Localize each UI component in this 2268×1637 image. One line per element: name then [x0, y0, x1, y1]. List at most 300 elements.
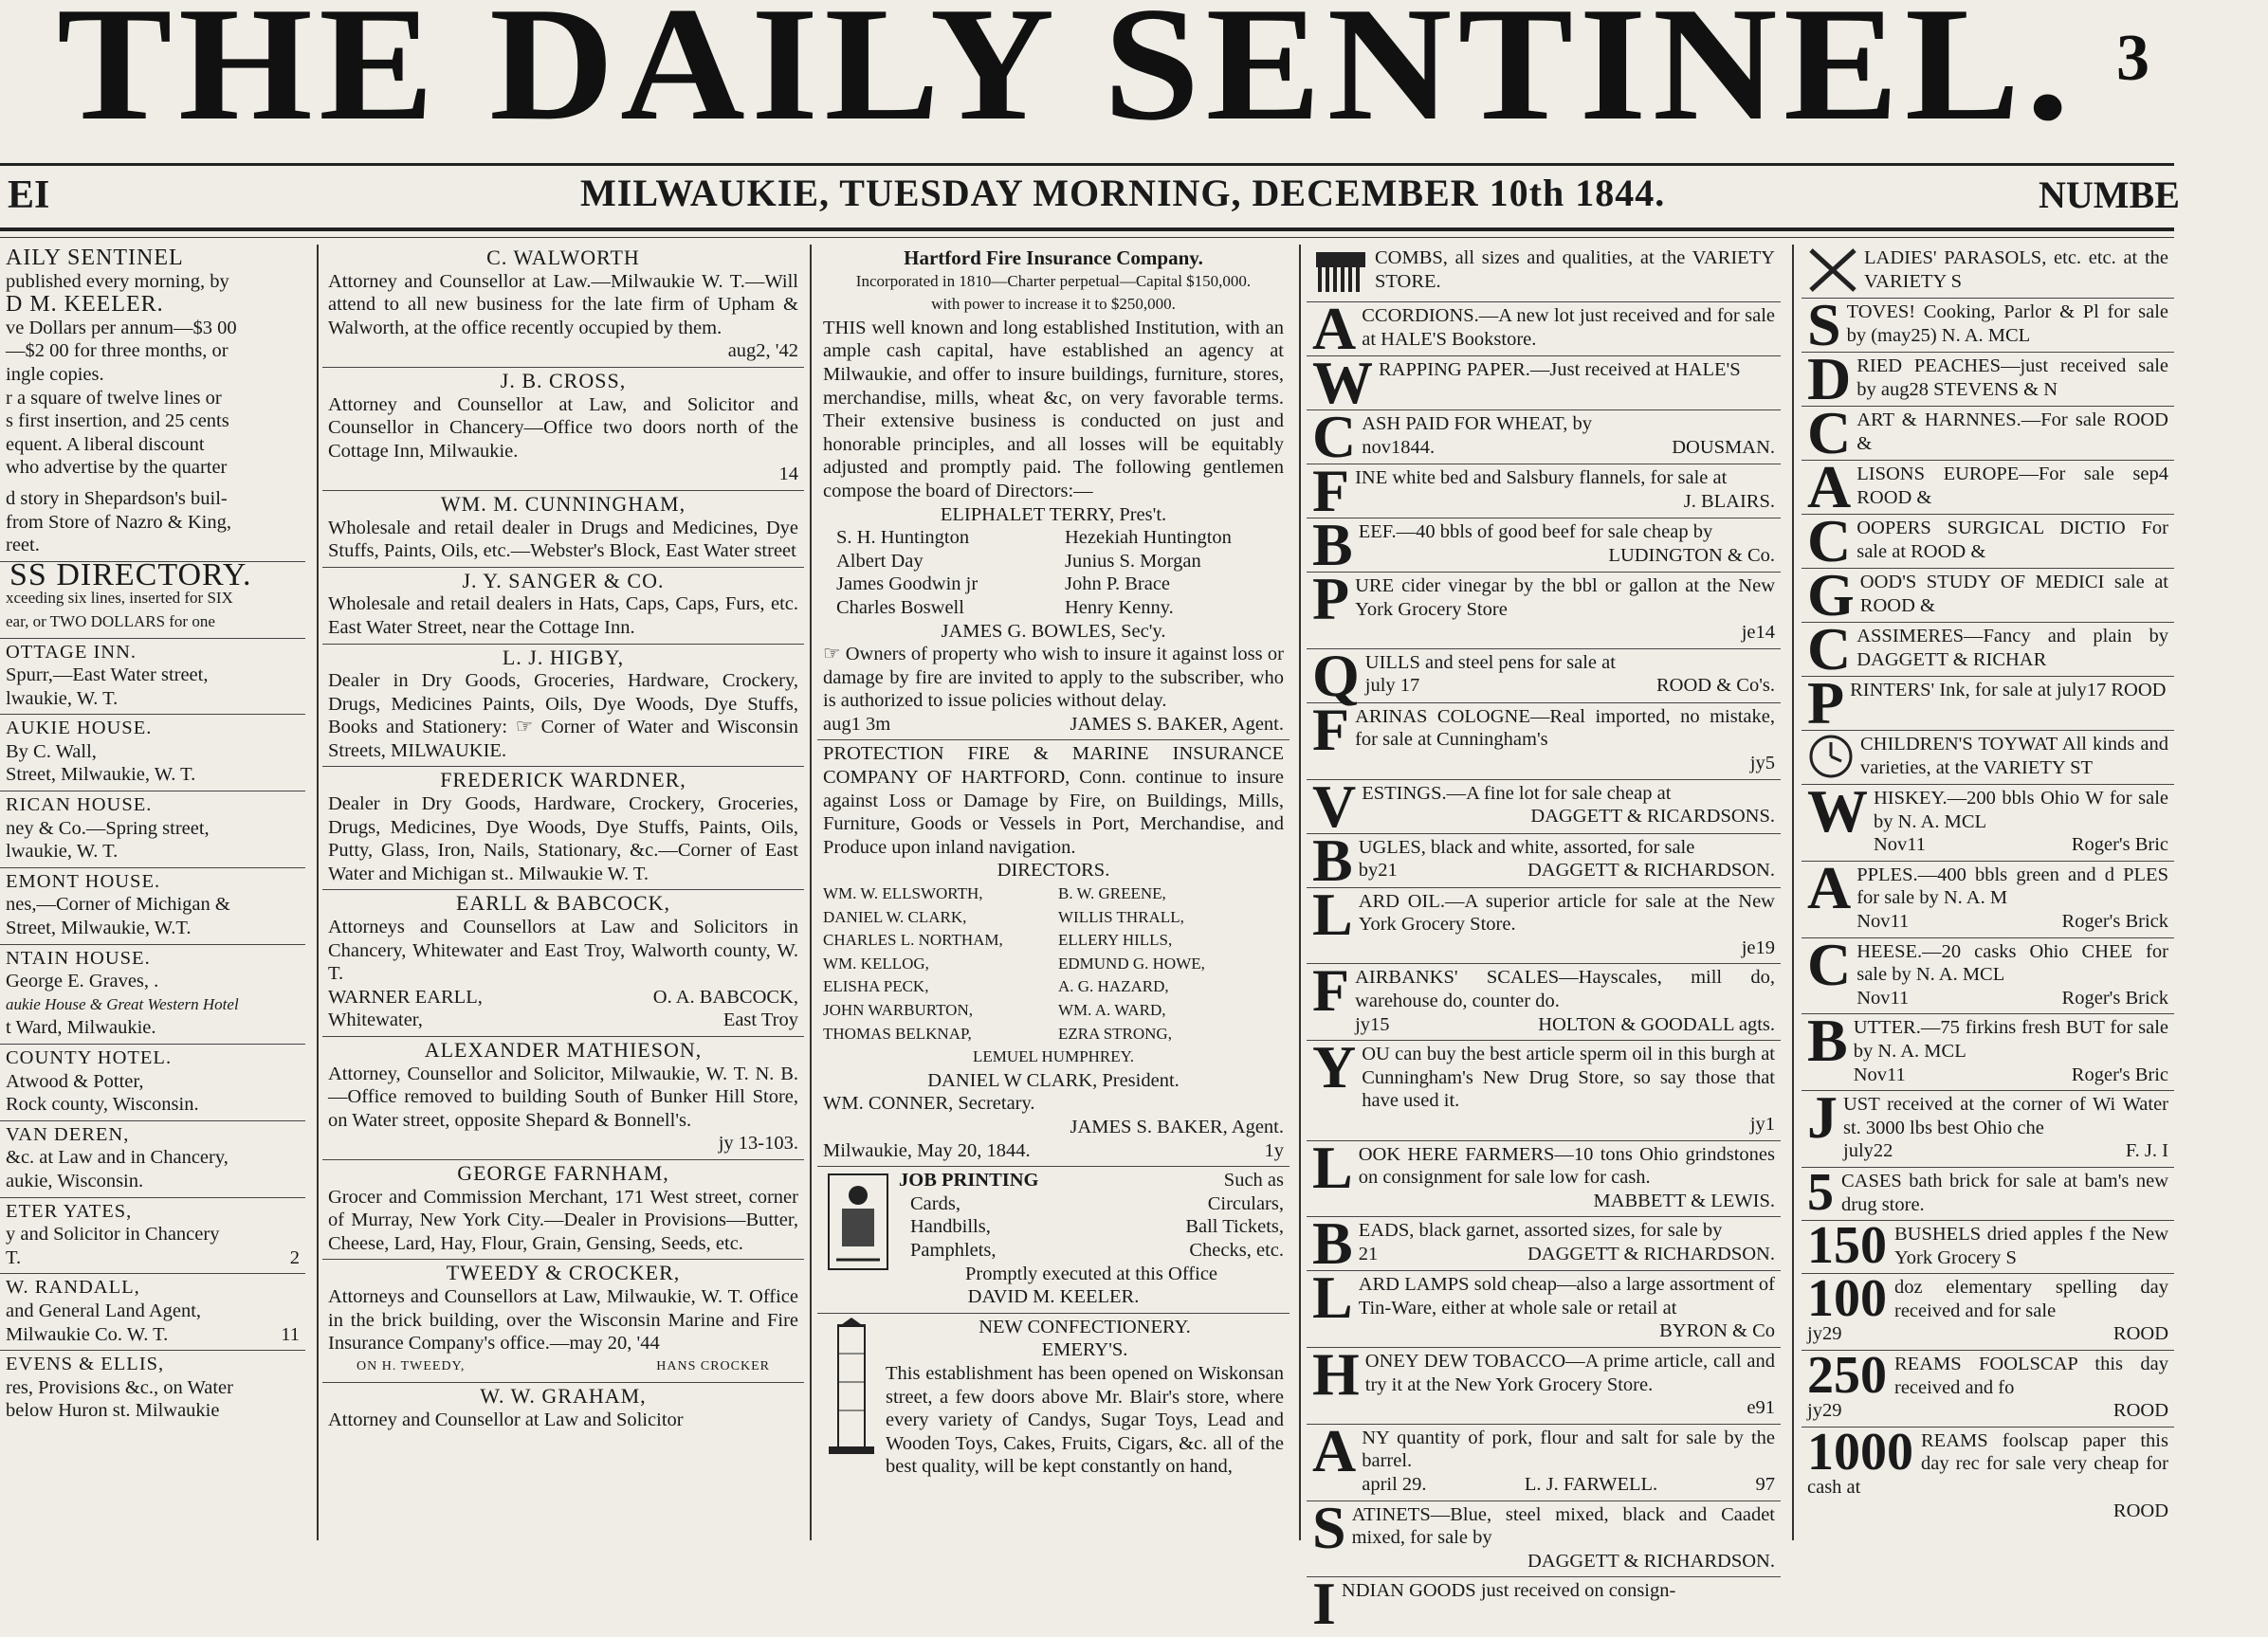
drop-cap: A [1312, 295, 1357, 362]
ad-date: 97 [1755, 1474, 1775, 1496]
drop-cap: F [1312, 457, 1350, 524]
entry-line: Spurr,—East Water street, [6, 664, 209, 686]
entry-line: nes,—Corner of Michigan & [6, 894, 230, 916]
advertisement [1802, 853, 2174, 938]
advertisement [1307, 1340, 1781, 1425]
drop-cap: C [1312, 403, 1357, 470]
ad-body: BUSHELS dried apples f the New York Grocery S [1894, 1224, 2168, 1268]
ad-body: PPLES.—400 bbls green and d PLES for sale by N. A. M [1856, 864, 2168, 909]
ad-body: ART & HARNNES.—For sale ROOD & [1856, 409, 2168, 454]
ad-heading: GEORGE FARNHAM, [457, 1160, 669, 1185]
advertisement [322, 1383, 804, 1435]
ad-heading: C. WALWORTH [486, 246, 640, 269]
ad-heading: J. Y. SANGER & CO. [462, 568, 665, 592]
advertisement [1307, 1416, 1781, 1501]
advertisement [1802, 1346, 2174, 1428]
ad-line: Ball Tickets, [1185, 1216, 1284, 1238]
ad-body: CCORDIONS.—A new lot just received and for sale at HALE'S Bookstore. [1362, 305, 1775, 350]
director-name: WILLIS THRALL, [1058, 907, 1184, 926]
ad-body: OU can buy the best article sperm oil in this burgh at Cunningham's New Drug Store, so say those that have used it. [1362, 1044, 1775, 1112]
advertisement [1307, 956, 1781, 1041]
ad-body: URE cider vinegar by the bbl or gallon at the New York Grocery Store [1355, 575, 1775, 620]
ad-heading: TWEEDY & CROCKER, [446, 1261, 681, 1285]
column-rule [810, 245, 812, 1540]
advertisement [322, 645, 804, 768]
ad-body: doz elementary spelling day received and for sale [1894, 1277, 2168, 1321]
advertisement [1307, 695, 1781, 780]
director-name: Hezekiah Huntington [1065, 527, 1232, 549]
drop-cap: Q [1312, 641, 1360, 709]
ad-date: 14 [778, 464, 798, 485]
ad-heading: EARLL & BABCOCK, [455, 891, 671, 916]
ad-body: Dealer in Dry Goods, Hardware, Crockery, Groceries, Drugs, Medicines, Dye Woods, Dye Stuffs, Paints, Oils, Putty, Glass, Iron, Nails, Stationary, &c.—Corner of East Water and Michigan st.. Milwaukie W. T. [328, 793, 798, 884]
drop-cap: B [1312, 1210, 1353, 1278]
quantity-numeral: 1000 [1807, 1422, 1913, 1482]
drop-cap: G [1807, 561, 1855, 628]
ad-body: Grocer and Commission Merchant, 171 West street, corner of Murray, New York City.—Dealer in Provisions—Butter, Cheese, Lard, Hay, Flour, Grain, Gensing, Seeds, etc. [328, 1186, 798, 1254]
drop-cap: L [1312, 1264, 1353, 1332]
advertisement [1802, 507, 2174, 574]
quantity-numeral: 5 [1807, 1162, 1834, 1222]
drop-cap: C [1807, 615, 1852, 682]
ad-body: LADIES' PARASOLS, etc. etc. at the VARIETY S [1864, 247, 2168, 292]
entry-name: EMONT HOUSE. [6, 870, 161, 892]
president-name: DANIEL W CLARK, President. [927, 1069, 1180, 1091]
ad-heading: NEW CONFECTIONERY. [979, 1316, 1191, 1337]
dateline-date: MILWAUKIE, TUESDAY MORNING, DECEMBER 10th 1844. [580, 172, 1666, 214]
advertisement [1802, 561, 2174, 628]
ad-body: OOD'S STUDY OF MEDICI sale at ROOD & [1859, 572, 2168, 616]
director-name: ELLERY HILLS, [1058, 931, 1173, 950]
ad-body: Dealer in Dry Goods, Groceries, Hardware, Crockery, Drugs, Medicines Paints, Oils, Dye Woods, Dye Stuffs, Books and Stationery: ☞ Corner of Water and Wisconsin Streets, MILWAUKIE. [328, 670, 798, 761]
drop-cap: V [1312, 772, 1357, 840]
entry-line: Milwaukie Co. W. T. [6, 1323, 169, 1345]
entry-line: res, Provisions &c., on Water [6, 1376, 233, 1398]
ad-signature: Roger's Brick [2061, 987, 2168, 1009]
dateline-rule-thin [0, 237, 2174, 238]
ad-body: COMBS, all sizes and qualities, at the VARIETY STORE. [1375, 247, 1775, 292]
drop-cap: A [1807, 453, 1852, 520]
ad-date: aug2, '42 [727, 340, 798, 362]
directory-line: xceeding six lines, inserted for SIX [6, 589, 233, 608]
ad-date: nov1844. [1362, 436, 1436, 458]
ad-body: ARINAS COLOGNE—Real imported, no mistake, for sale at Cunningham's [1355, 705, 1775, 751]
secretary-name: WM. CONNER, Secretary. [823, 1093, 1035, 1115]
advertisement [1802, 453, 2174, 520]
advertisement [1307, 641, 1781, 709]
ad-body: Attorney and Counsellor at Law.—Milwaukie W. T.—Will attend to all new business for the late firm of Upham & Walworth, at the office recently occupied by them. [328, 270, 798, 338]
notice-line: who advertise by the quarter [6, 457, 228, 479]
advertisement [1802, 1083, 2174, 1168]
partner-name: HANS CROCKER [656, 1358, 770, 1373]
ad-body: REAMS foolscap paper this day rec for sale very cheap for cash at [1807, 1429, 2168, 1499]
ad-date: 21 [1358, 1243, 1379, 1264]
directory-entry [0, 945, 305, 1045]
advertisement [1802, 291, 2174, 358]
ad-body: ASH PAID FOR WHEAT, by [1362, 413, 1593, 434]
ad-body: EEF.—40 bbls of good beef for sale cheap by [1358, 521, 1713, 542]
notice-line: s first insertion, and 25 cents [6, 410, 229, 432]
partner-town: Whitewater, [328, 1009, 423, 1031]
ad-line: Such as [1223, 1170, 1284, 1191]
ad-date: july 17 [1364, 675, 1420, 697]
entry-line: t Ward, Milwaukie. [6, 1017, 156, 1039]
directory-entry [0, 1121, 305, 1198]
entry-number: 2 [289, 1246, 300, 1268]
ad-body: CASES bath brick for sale at bam's new drug store. [1841, 1170, 2168, 1215]
quantity-numeral: 250 [1807, 1346, 1887, 1406]
partner-name: ON H. TWEEDY, [357, 1358, 466, 1373]
ad-body: REAMS FOOLSCAP this day received and fo [1894, 1354, 2168, 1398]
advertisement [1307, 772, 1781, 840]
ad-signature: Roger's Bric [2071, 1064, 2168, 1085]
ad-signature: ROOD [2113, 1500, 2168, 1521]
entry-name: AUKIE HOUSE. [6, 718, 153, 739]
ad-body: UGLES, black and white, assorted, for sale [1358, 836, 1695, 858]
ad-body: RINTERS' Ink, for sale at july17 ROOD [1850, 680, 2167, 700]
drop-cap: L [1312, 880, 1353, 948]
director-name: EDMUND G. HOWE, [1058, 954, 1205, 973]
drop-cap: W [1312, 349, 1373, 416]
ad-date: july22 [1843, 1140, 1893, 1162]
advertisement [322, 1160, 804, 1260]
director-name: WM. W. ELLSWORTH, [823, 884, 983, 903]
notice-line: —$2 00 for three months, or [6, 340, 229, 362]
newspaper-title: THE DAILY SENTINEL. [57, 0, 2076, 155]
advertisement [1802, 930, 2174, 1015]
quantity-numeral: 150 [1807, 1216, 1887, 1276]
entry-name: ETER YATES, [6, 1200, 133, 1222]
drop-cap: S [1807, 291, 1841, 358]
drop-cap: W [1807, 777, 1868, 845]
directory-entry [0, 1274, 305, 1351]
ad-signature: DAGGETT & RICARDSONS. [1530, 806, 1775, 828]
ad-signature: DAGGETT & RICHARDSON. [1527, 1550, 1775, 1572]
advertisement [322, 890, 804, 1037]
notice-line: equent. A liberal discount [6, 433, 205, 455]
director-name: EZRA STRONG, [1058, 1024, 1172, 1043]
entry-line: Street, Milwaukie, W.T. [6, 918, 192, 939]
ad-signature: HOLTON & GOODALL agts. [1538, 1013, 1775, 1035]
advertisement [1307, 1493, 1781, 1578]
drop-cap: C [1807, 507, 1852, 574]
president-name: ELIPHALET TERRY, Pres't. [940, 503, 1167, 525]
advertisement [322, 1260, 804, 1383]
drop-cap: P [1312, 565, 1350, 632]
entry-line: aukie, Wisconsin. [6, 1170, 144, 1191]
ad-date: jy29 [1807, 1323, 1842, 1345]
entry-line: &c. at Law and in Chancery, [6, 1147, 229, 1169]
ad-body: Attorney and Counsellor at Law and Solicitor [328, 1409, 684, 1430]
column-rule [1299, 245, 1301, 1540]
column-5 [1802, 245, 2174, 1540]
notice-line: r a square of twelve lines or [6, 387, 222, 409]
ad-body: INE white bed and Salsbury flannels, for sale at [1355, 467, 1728, 488]
ad-line: Circulars, [1207, 1192, 1284, 1214]
ad-line: Promptly executed at this Office [964, 1263, 1218, 1284]
director-name: THOMAS BELKNAP, [823, 1024, 972, 1043]
ad-signature: F. J. I [2125, 1140, 2168, 1162]
directors-heading: DIRECTORS. [997, 860, 1110, 882]
ad-body: ESTINGS.—A fine lot for sale cheap at [1362, 782, 1672, 804]
director-name: B. W. GREENE, [1058, 884, 1166, 903]
directory-line: ear, or TWO DOLLARS for one [6, 611, 215, 630]
ad-body: ARD LAMPS sold cheap—also a large assortment of Tin-Ware, either at whole sale or retail at [1358, 1274, 1775, 1319]
entry-line: ney & Co.—Spring street, [6, 817, 210, 839]
ad-subheading: EMERY'S. [1041, 1339, 1128, 1361]
ad-body: RAPPING PAPER.—Just received at HALE'S [1379, 359, 1741, 380]
ad-body: CHILDREN'S TOYWAT All kinds and varieties, at the VARIETY ST [1860, 734, 2168, 778]
dateline-left: EI [8, 173, 50, 217]
job-printing-ad [817, 1167, 1289, 1314]
ad-body: ASSIMERES—Fancy and plain by DAGGETT & RICHAR [1856, 626, 2168, 670]
advertisement [322, 491, 804, 568]
advertisement [1307, 1264, 1781, 1348]
directory-entry [0, 639, 305, 716]
advertisement [1802, 1007, 2174, 1091]
ad-date: Milwaukie, May 20, 1844. [823, 1139, 1031, 1161]
masthead-number-fragment: 3 [2116, 22, 2149, 95]
advertisement [1307, 349, 1781, 416]
ad-body: Wholesale and retail dealers in Hats, Caps, Caps, Furs, etc. East Water Street, near the Cottage Inn. [328, 593, 798, 638]
advertisement [1307, 880, 1781, 965]
ad-body: TOVES! Cooking, Parlor & Pl for sale by (may25) N. A. MCL [1846, 301, 2168, 346]
ad-body: ☞ Owners of property who wish to insure it against loss or damage by fire are invited to apply to the subscriber, who is authorized to issue policies without delay. [823, 644, 1284, 712]
ad-heading: FREDERICK WARDNER, [440, 768, 686, 792]
notice-line: d story in Shepardson's buil- [6, 487, 228, 509]
drop-cap: C [1807, 930, 1852, 998]
ad-subheading: Incorporated in 1810—Charter perpetual—Capital $150,000. [855, 271, 1252, 290]
ad-signature: BYRON & Co [1659, 1320, 1775, 1342]
insurance-ad [817, 245, 1289, 740]
partner-name: WARNER EARLL, [328, 986, 483, 1008]
director-name: WM. A. WARD, [1058, 1001, 1166, 1019]
ad-body: LISONS EUROPE—For sale sep4 ROOD & [1856, 464, 2168, 508]
advertisement [1307, 1133, 1781, 1218]
advertisement [1307, 1033, 1781, 1140]
drop-cap: C [1807, 399, 1852, 466]
partner-town: East Troy [722, 1009, 798, 1031]
entry-line: Atwood & Potter, [6, 1070, 144, 1092]
director-name: Henry Kenny. [1065, 596, 1174, 618]
drop-cap: S [1312, 1493, 1346, 1561]
director-name: ELISHA PECK, [823, 977, 929, 996]
advertisement [1802, 1422, 2174, 1526]
ad-signature: MABBETT & LEWIS. [1593, 1190, 1775, 1211]
ad-signature: J. BLAIRS. [1683, 490, 1775, 512]
ad-date: 1y [1264, 1139, 1284, 1161]
comb-icon [1312, 246, 1369, 298]
drop-cap: P [1807, 669, 1845, 737]
advertisement [1307, 511, 1781, 578]
ad-signature: ROOD [2113, 1400, 2168, 1422]
notice-heading: AILY SENTINEL [6, 246, 184, 270]
ad-body: OOPERS SURGICAL DICTIO For sale at ROOD & [1856, 518, 2168, 562]
masthead-rule [0, 163, 2174, 166]
advertisement [1307, 565, 1781, 649]
dateline-rule [0, 227, 2174, 231]
ad-body: Attorney and Counsellor at Law, and Solicitor and Counsellor in Chancery—Office two doors north of the Cottage Inn, Milwaukie. [328, 393, 798, 462]
ad-body: RIED PEACHES—just received sale by aug28 STEVENS & N [1856, 355, 2168, 400]
ad-body: HEESE.—20 casks Ohio CHEE for sale by N. A. MCL [1856, 940, 2168, 986]
parasol-icon [1807, 246, 1858, 294]
entry-line: lwaukie, W. T. [6, 687, 119, 709]
ad-heading: L. J. HIGBY, [502, 645, 625, 669]
drop-cap: F [1312, 956, 1350, 1025]
advertisement [322, 1037, 804, 1160]
dateline [0, 171, 2180, 226]
directory-entry [0, 1351, 305, 1427]
partner-name: O. A. BABCOCK, [652, 986, 798, 1008]
advertisement [1307, 403, 1781, 470]
ad-body: HISKEY.—200 bbls Ohio W for sale by N. A. MCL [1874, 788, 2168, 832]
ad-body: THIS well known and long established Institution, with an ample cash capital, have established an agency at Milwaukie, and offer to insure buildings, furniture, stores, merchandise, mills, wheat &c, on very favorable terms. Their extensive business is conducted on just and honorable principles, and all losses will be equitably adjusted and promptly paid. The following gentlemen compose the board of Directors:— [823, 317, 1284, 501]
ad-date: jy1 [1749, 1113, 1775, 1135]
advertisement [322, 368, 804, 491]
ad-line: Cards, [910, 1192, 960, 1214]
ad-subheading: with power to increase it to $250,000. [931, 295, 1176, 314]
ad-body: This establishment has been opened on Wiskonsan street, a few doors above Mr. Blair's store, where every variety of Candys, Sugar Toys, Lead and Wooden Toys, Cakes, Fruits, Cigars, &c. all of the best quality, will be kept constantly on hand, [886, 1362, 1284, 1478]
ad-body: UILLS and steel pens for sale at [1364, 651, 1616, 673]
advertisement [1802, 777, 2174, 862]
advertisement [1802, 1269, 2174, 1351]
ad-line: Pamphlets, [910, 1239, 997, 1261]
ad-line: Checks, etc. [1189, 1239, 1284, 1261]
entry-name: COUNTY HOTEL. [6, 1047, 173, 1068]
directory-entry [0, 1045, 305, 1121]
dateline-number: NUMBE [2039, 173, 2180, 216]
entry-line: Street, Milwaukie, W. T. [6, 764, 196, 786]
director-name: A. G. HAZARD, [1058, 977, 1169, 996]
director-name: S. H. Huntington [836, 527, 970, 549]
advertisement [1802, 669, 2174, 737]
advertisement [1307, 1570, 1781, 1637]
ad-date: Nov11 [1853, 1064, 1906, 1085]
column-3 [817, 245, 1289, 1540]
clock-icon [1807, 733, 1855, 780]
director-name: Albert Day [836, 550, 924, 572]
advertisement [322, 245, 804, 368]
advertisement [322, 568, 804, 645]
advertisement [1802, 399, 2174, 466]
drop-cap: B [1312, 511, 1353, 578]
advertisement [1802, 615, 2174, 682]
column-4 [1307, 245, 1781, 1637]
ad-body: Wholesale and retail dealer in Drugs and Medicines, Dye Stuffs, Paints, Oils, etc.—Webster's Block, East Water street [328, 517, 798, 562]
ad-signature: DAGGETT & RICHARDSON. [1527, 1243, 1775, 1264]
masthead [0, 0, 2174, 166]
ad-signature: DAGGETT & RICHARDSON. [1527, 860, 1775, 882]
drop-cap: Y [1312, 1033, 1357, 1101]
entry-line: aukie House & Great Western Hotel [6, 994, 239, 1013]
confectionery-tower-icon [823, 1316, 880, 1458]
ad-body: Attorney, Counsellor and Solicitor, Milwaukie, W. T. N. B.—Office removed to building South of Bunker Hill Store, on Water street, opposite Shepard & Bonnell's. [328, 1063, 798, 1131]
notice-line: from Store of Nazro & King, [6, 511, 231, 533]
entry-name: NTAIN HOUSE. [6, 947, 151, 969]
printing-press-icon [823, 1169, 893, 1275]
ad-body: AIRBANKS' SCALES—Hayscales, mill do, warehouse do, counter do. [1355, 967, 1775, 1011]
ad-date: aug1 3m [823, 713, 891, 735]
ad-signature: Roger's Brick [2061, 910, 2168, 932]
ad-heading: Hartford Fire Insurance Company. [904, 246, 1203, 269]
advertisement [1307, 1210, 1781, 1278]
entry-number: 11 [281, 1323, 300, 1345]
ad-line: Handbills, [910, 1216, 991, 1238]
director-name: CHARLES L. NORTHAM, [823, 931, 1003, 950]
ad-body: Attorneys and Counsellors at Law and Solicitors in Chancery, Whitewater and East Troy, Walworth county, W. T. [328, 917, 798, 985]
column-rule [317, 245, 319, 1540]
director-name: James Goodwin jr [836, 573, 979, 595]
quantity-numeral: 100 [1807, 1269, 1887, 1329]
advertisement [1802, 345, 2174, 412]
ad-signature: DOUSMAN. [1672, 436, 1775, 458]
advertisement [1307, 295, 1781, 362]
ad-heading: WM. M. CUNNINGHAM, [440, 491, 686, 516]
entry-line: below Huron st. Milwaukie [6, 1400, 220, 1422]
ad-heading: J. B. CROSS, [500, 368, 627, 392]
ad-signature: Roger's Bric [2071, 834, 2168, 856]
ad-date: je19 [1741, 937, 1775, 958]
director-name: Junius S. Morgan [1065, 550, 1201, 572]
notice-line: reet. [6, 535, 40, 556]
column-rule [1792, 245, 1794, 1540]
agent-name: JAMES S. BAKER, Agent. [1070, 1116, 1284, 1137]
entry-name: OTTAGE INN. [6, 641, 137, 663]
ad-date: Nov11 [1874, 834, 1927, 856]
advertisement [1307, 245, 1781, 302]
entry-line: By C. Wall, [6, 740, 97, 762]
ad-date: e91 [1747, 1397, 1775, 1419]
advertisement [1802, 245, 2174, 299]
directory-entry [0, 791, 305, 868]
ad-date: april 29. [1362, 1474, 1427, 1496]
notice-line: ve Dollars per annum—$3 00 [6, 317, 237, 338]
ad-signature: ROOD & Co's. [1655, 675, 1775, 697]
ad-date: jy15 [1355, 1013, 1390, 1035]
drop-cap: J [1807, 1083, 1838, 1152]
agent-name: JAMES S. BAKER, Agent. [1070, 713, 1284, 735]
ad-body: EADS, black garnet, assorted sizes, for sale by [1358, 1220, 1723, 1242]
secretary-name: JAMES G. BOWLES, Sec'y. [941, 620, 1166, 642]
drop-cap: A [1312, 1416, 1357, 1484]
drop-cap: D [1807, 345, 1852, 412]
entry-line: and General Land Agent, [6, 1300, 202, 1321]
directory-entry [0, 1198, 305, 1275]
entry-line: lwaukie, W. T. [6, 841, 119, 863]
drop-cap: B [1807, 1007, 1848, 1075]
ad-body: Attorneys and Counsellors at Law, Milwaukie, W. T. Office in the brick building, over the Wisconsin Marine and Fire Insurance Company's office.—may 20, '44 [328, 1285, 798, 1355]
advertisement [1802, 1216, 2174, 1276]
drop-cap: L [1312, 1133, 1353, 1201]
ad-date: jy 13-103. [718, 1133, 798, 1155]
entry-line: Rock county, Wisconsin. [6, 1094, 199, 1116]
advertisement [1307, 826, 1781, 894]
advertisement [322, 767, 804, 890]
ad-date: jy5 [1749, 752, 1775, 773]
ad-body: OOK HERE FARMERS—10 tons Ohio grindstones on consignment for sale low for cash. [1358, 1143, 1775, 1189]
column-2 [322, 245, 804, 1540]
ad-signature: DAVID M. KEELER. [967, 1286, 1140, 1308]
director-name: DANIEL W. CLARK, [823, 907, 967, 926]
director-name: Charles Boswell [836, 596, 964, 618]
directory-entry [0, 868, 305, 945]
ad-signature: LUDINGTON & Co. [1608, 544, 1775, 566]
entry-line: T. [6, 1246, 22, 1268]
ad-body: ONEY DEW TOBACCO—A prime article, call and try it at the New York Grocery Store. [1364, 1351, 1775, 1395]
directory-header [0, 556, 305, 639]
ad-date: Nov11 [1856, 910, 1910, 932]
entry-name: W. RANDALL, [6, 1277, 140, 1299]
